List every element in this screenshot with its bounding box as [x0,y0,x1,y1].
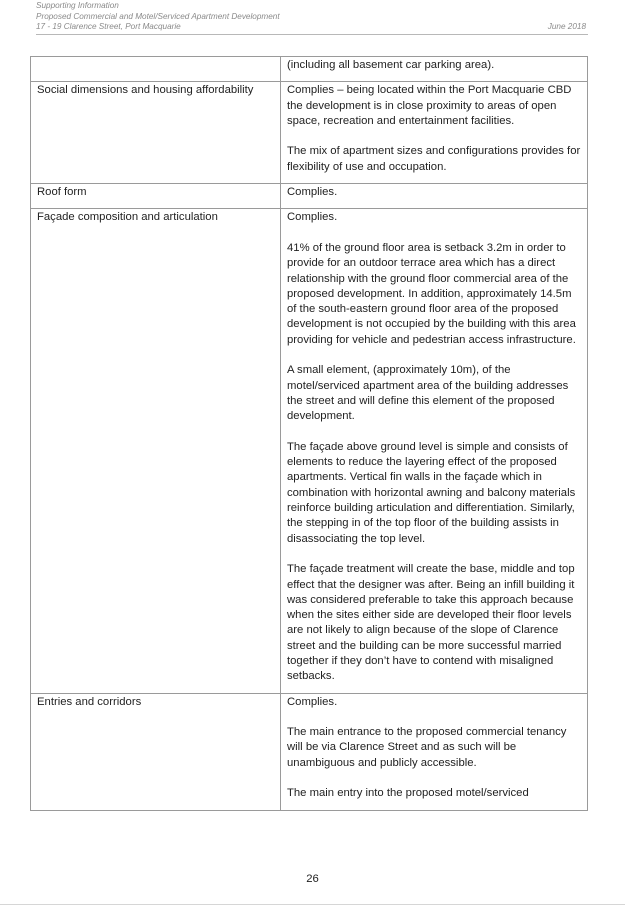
response-paragraph: The main entry into the proposed motel/serviced [287,787,529,800]
response-cell [281,184,588,209]
table-row [31,184,588,209]
response-paragraph: Complies. [287,186,338,199]
response-paragraph: A small element, (approximately 10m), of the motel/serviced apartment area of the building addresses the street and will define this element of the proposed development. [287,364,569,423]
response-paragraph: Complies – being located within the Port Macquarie CBD the development is in close proximity to areas of open space, recreation and entertainment facilities. [287,84,572,127]
header-project: Proposed Commercial and Motel/Serviced Apartment Development [36,11,280,21]
response-paragraph: The façade above ground level is simple and consists of elements to reduce the layering effect of the proposed apartments. Vertical fin walls in the façade which in combination with horizontal awning and balcony materials reinforce building articulation and differentiation. Similarly, the stepping in of the top floor of the building assists in disassociating the top level. [287,440,576,545]
criterion-cell: Roof form [31,184,281,209]
response-cell [281,209,588,693]
table-row [31,209,588,693]
page-header [36,1,586,33]
response-cell [281,82,588,184]
response-paragraph: The main entrance to the proposed commercial tenancy will be via Clarence Street and as such will be unambiguous and publicly accessible. [287,726,567,769]
response-paragraph: The façade treatment will create the base, middle and top effect that the designer was after. Being an infill building it was considered preferable to take this approach because when the sites either side are developed their floor levels are not likely to align because of the slope of Clarence street and the building can be more successful married together if they don’t have to contend with misaligned setbacks. [287,563,575,683]
response-paragraph: (including all basement car parking area). [287,59,495,71]
response-cell [281,57,588,82]
criterion-cell: Façade composition and articulation [31,209,281,693]
table-row [31,57,588,82]
header-address: 17 - 19 Clarence Street, Port Macquarie [36,22,181,31]
header-title: Supporting Information [36,1,119,10]
criterion-cell: Social dimensions and housing affordability [31,82,281,184]
header-address-row [36,22,586,33]
response-paragraph: The mix of apartment sizes and configurations provides for flexibility of use and occupation. [287,145,581,173]
response-cell [281,693,588,810]
table-row [31,693,588,810]
criterion-cell: Entries and corridors [31,693,281,810]
header-divider [36,34,588,35]
response-paragraph: 41% of the ground floor area is setback 3.2m in order to provide for an outdoor terrace area which has a direct relationship with the ground floor commercial area of the proposed development. In addition, approximately 14.5m of the south-eastern ground floor area of the proposed development is not occupied by the building with this area providing for vehicle and pedestrian access infrastructure. [287,241,576,346]
page-number: 26 [306,873,319,885]
compliance-table [30,56,588,811]
table-row [31,82,588,184]
response-paragraph: Complies. [287,211,338,224]
header-date: June 2018 [547,22,586,31]
response-paragraph: Complies. [287,695,338,708]
criterion-cell [31,57,281,82]
footer-divider [0,904,625,905]
